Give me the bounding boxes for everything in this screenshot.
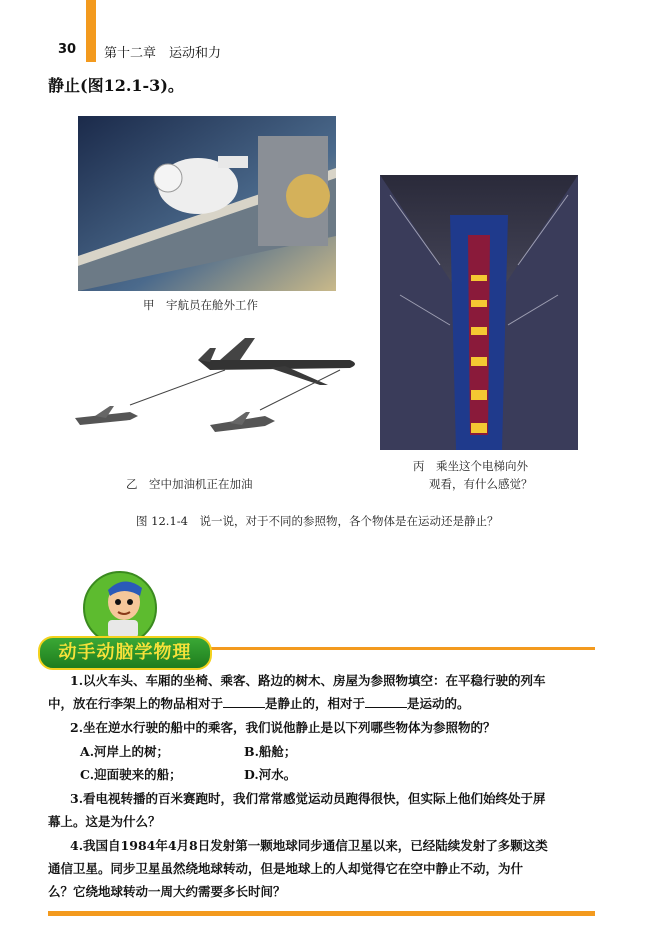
mascot-illustration	[78, 568, 168, 643]
exercise-4-line2: 通信卫星。同步卫星虽然绕地球转动，但是地球上的人却觉得它在空中静止不动，为什	[48, 861, 524, 876]
header-accent-bar	[86, 0, 96, 62]
caption-yi: 乙 空中加油机正在加油	[126, 477, 253, 491]
elevator-photo	[380, 175, 578, 450]
exercise-2: 2.坐在逆水行驶的船中的乘客，我们说他静止是以下列哪些物体为参照物的？	[70, 720, 496, 735]
section-divider-top	[180, 647, 595, 650]
exercise-2-option-c: C.迎面驶来的船；	[80, 767, 182, 782]
exercise-3-line1: 3.看电视转播的百米赛跑时，我们常常感觉运动员跑得很快，但实际上他们始终处于屏	[70, 791, 546, 806]
answer-blank-2	[365, 695, 407, 708]
astronaut-photo	[78, 116, 336, 291]
answer-blank-1	[223, 695, 265, 708]
exercise-2-option-d: D.河水。	[244, 767, 297, 782]
exercise-2-option-a: A.河岸上的树；	[80, 744, 170, 759]
exercise-4-line3: 么？它绕地球转动一周大约需要多长时间？	[48, 884, 286, 899]
section-divider-bottom	[48, 911, 595, 916]
exercise-2-option-b: B.船舱；	[244, 744, 297, 759]
caption-jia: 甲 宇航员在舱外工作	[143, 298, 258, 312]
chapter-title: 第十二章 运动和力	[104, 46, 222, 61]
page-number: 30	[58, 42, 77, 57]
refueling-photo	[70, 330, 360, 445]
caption-bing-line1: 丙 乘坐这个电梯向外	[413, 459, 528, 473]
exercise-4-line1: 4.我国自1984年4月8日发射第一颗地球同步通信卫星以来，已经陆续发射了多颗这类	[70, 838, 548, 853]
exercise-1-line2	[48, 692, 470, 716]
exercise-1-part-d: 是运动的。	[407, 696, 470, 711]
intro-text: 静止(图12.1-3)。	[48, 76, 184, 95]
section-title-banner: 动手动脑学物理	[38, 636, 212, 670]
exercise-3-line2: 幕上。这是为什么？	[48, 814, 161, 829]
exercise-1-part-b: 中，放在行李架上的物品相对于	[48, 696, 224, 711]
exercise-1-line1: 1.以火车头、车厢的坐椅、乘客、路边的树木、房屋为参照物填空：在平稳行驶的列车	[70, 673, 546, 688]
exercise-1-part-c: 是静止的，相对于	[265, 696, 366, 711]
figure-caption: 图 12.1-4 说一说，对于不同的参照物，各个物体是在运动还是静止？	[136, 514, 499, 528]
caption-bing-line2: 观看，有什么感觉？	[429, 477, 533, 491]
